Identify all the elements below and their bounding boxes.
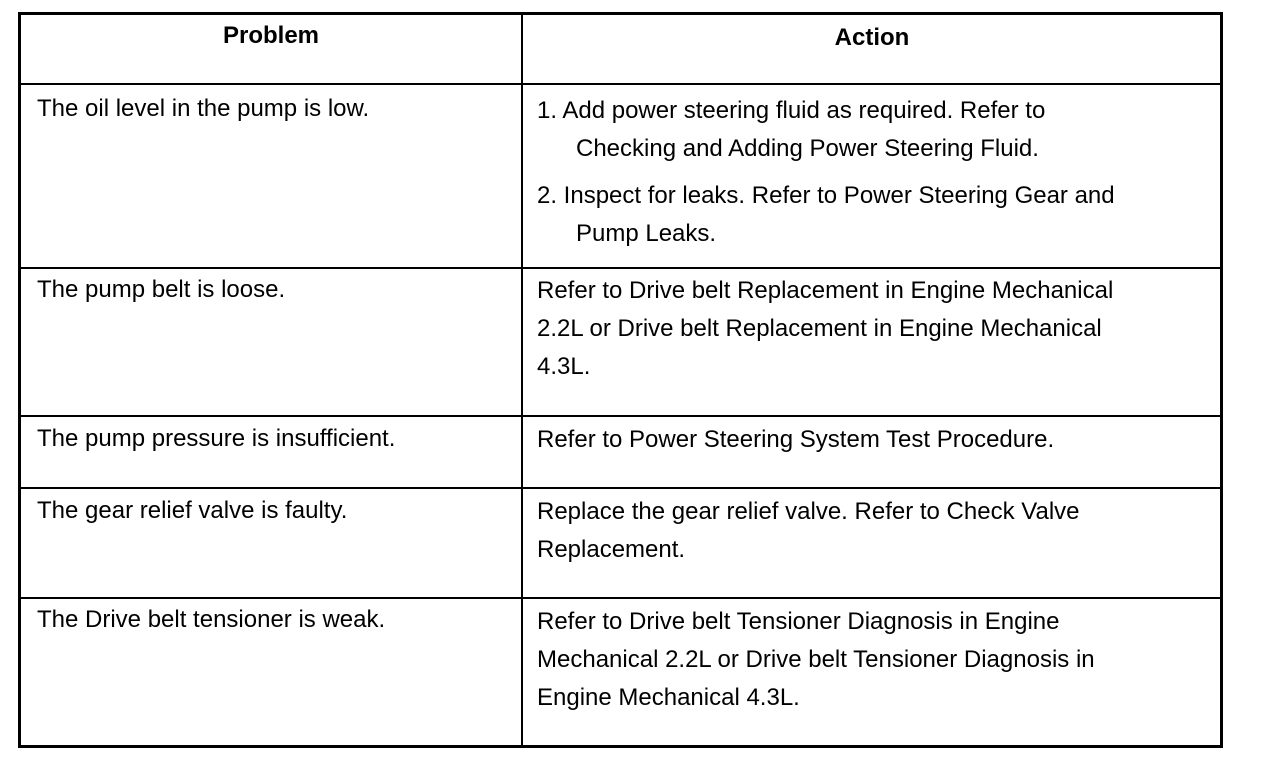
action-line: Refer to Drive belt Replacement in Engine Mechanical (537, 277, 1114, 304)
diagnosis-table (18, 12, 1223, 748)
problem-cell: The oil level in the pump is low. (37, 95, 370, 122)
action-cell (537, 272, 1113, 386)
row-divider (21, 267, 1220, 269)
action-line: Mechanical 2.2L or Drive belt Tensioner Diagnosis in (537, 646, 1095, 673)
action-line: Engine Mechanical 4.3L. (537, 684, 800, 711)
action-line: 2. Inspect for leaks. Refer to Power Steering Gear and (537, 182, 1115, 209)
action-line: Checking and Adding Power Steering Fluid. (576, 135, 1039, 162)
action-line: Refer to Drive belt Tensioner Diagnosis in Engine (537, 608, 1060, 635)
problem-cell: The Drive belt tensioner is weak. (37, 606, 386, 633)
column-divider (521, 15, 523, 745)
action-cell (537, 421, 1054, 459)
row-divider (21, 415, 1220, 417)
action-line: Replace the gear relief valve. Refer to Check Valve (537, 498, 1080, 525)
header-problem: Problem (222, 22, 320, 49)
action-line: 2.2L or Drive belt Replacement in Engine Mechanical (537, 315, 1102, 342)
action-line: Pump Leaks. (576, 220, 717, 247)
problem-cell: The pump pressure is insufficient. (37, 425, 396, 452)
action-line: 4.3L. (537, 353, 591, 380)
action-cell (537, 603, 1095, 717)
problem-cell: The pump belt is loose. (37, 276, 286, 303)
row-divider (21, 487, 1220, 489)
action-line: 1. Add power steering fluid as required. Refer to (537, 97, 1046, 124)
action-line: Refer to Power Steering System Test Procedure. (537, 426, 1055, 453)
row-divider (21, 597, 1220, 599)
header-action: Action (834, 24, 910, 51)
action-cell (537, 493, 1080, 569)
problem-cell: The gear relief valve is faulty. (37, 497, 348, 524)
action-step (537, 177, 1115, 253)
action-line: Replacement. (537, 536, 686, 563)
action-step (537, 92, 1115, 168)
row-divider (21, 83, 1220, 85)
action-cell (537, 92, 1115, 253)
